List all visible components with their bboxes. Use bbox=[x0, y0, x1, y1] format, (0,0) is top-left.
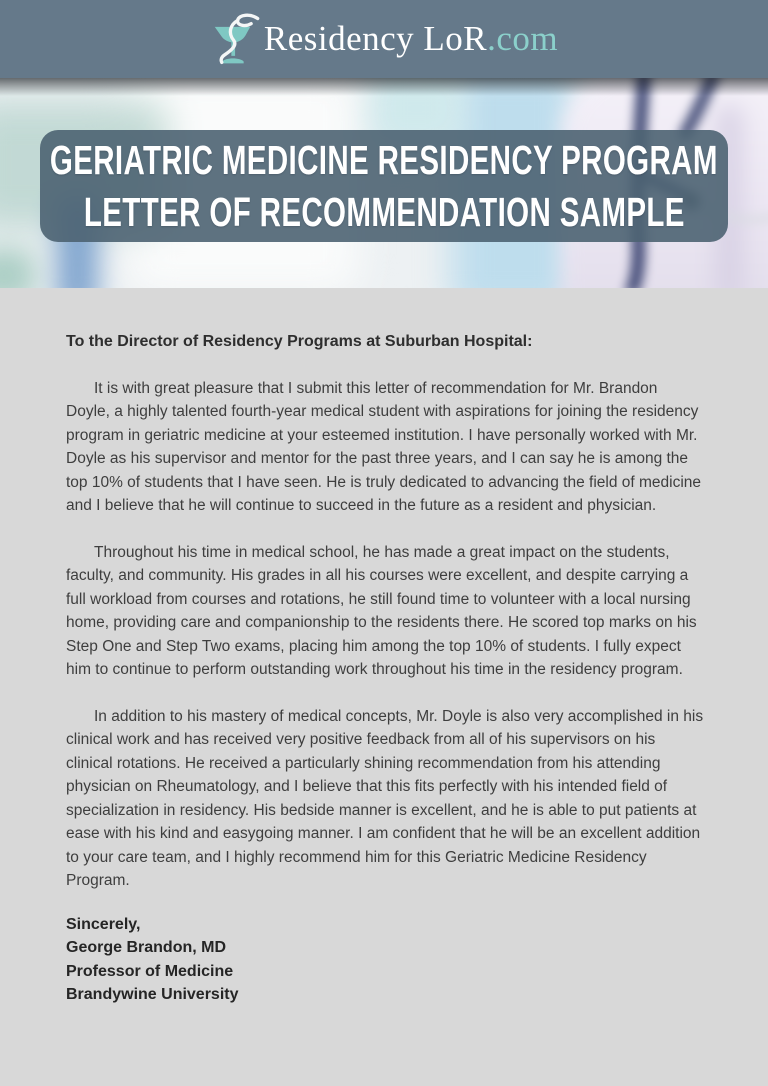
brand-name-main: Residency LoR bbox=[263, 19, 488, 58]
signature-block bbox=[66, 913, 704, 1007]
banner-title-line-1: GERIATRIC MEDICINE RESIDENCY PROGRAM bbox=[50, 137, 718, 183]
salutation: To the Director of Residency Programs at Suburban Hospital: bbox=[66, 333, 533, 350]
site-header bbox=[0, 0, 768, 78]
letter-paragraph-3: In addition to his mastery of medical concepts, Mr. Doyle is also very accomplished in his clinical work and has received very positive feedback from all of his supervisors on his clinical rotations. He received a particularly shining recommendation from his attending physician on Rheumatology, and I believe that this fits perfectly with his intended field of specialization in residency. His bedside manner is excellent, and he is able to put patients at ease with his kind and easygoing manner. I am confident that he will be an excellent addition to your care team, and I highly recommend him for this Geriatric Medicine Residency Program. bbox=[66, 707, 704, 889]
signature-line-university: Brandywine University bbox=[66, 986, 239, 1003]
brand-name bbox=[264, 19, 558, 59]
letter-paragraph-1: It is with great pleasure that I submit this letter of recommendation for Mr. Brandon Doyle, a highly talented fourth-year medical student with aspirations for joining the residency program in geriatric medicine at your esteemed institution. I have personally worked with Mr. Doyle as his supervisor and mentor for the past three years, and I can say he is among the top 10% of students that I have seen. He is truly dedicated to advancing the field of medicine and I believe that he will continue to succeed in the future as a resident and physician. bbox=[66, 379, 702, 514]
hero-top-shadow bbox=[0, 78, 768, 96]
letter-body bbox=[0, 288, 768, 1086]
signature-line-title: Professor of Medicine bbox=[66, 962, 234, 980]
brand-logo[interactable] bbox=[210, 10, 558, 68]
brand-domain-suffix: .com bbox=[487, 19, 559, 58]
title-banner bbox=[40, 130, 728, 242]
hero-image bbox=[0, 78, 768, 288]
letter-paragraph-2: Throughout his time in medical school, he has made a great impact on the students, faculty, and community. His grades in all his courses were excellent, and despite carrying a full workload from courses and rotations, he still found time to volunteer with a local nursing home, providing care and companionship to the residents there. He scored top marks on his Step One and Step Two exams, placing him among the top 10% of students. I fully expect him to continue to perform outstanding work throughout his time in the residency program. bbox=[66, 543, 697, 678]
signature-line-closing: Sincerely, bbox=[66, 915, 141, 933]
banner-title-line-2: LETTER OF RECOMMENDATION SAMPLE bbox=[83, 189, 685, 235]
signature-line-name: George Brandon, MD bbox=[66, 939, 227, 956]
bowl-of-hygieia-icon bbox=[210, 12, 268, 68]
